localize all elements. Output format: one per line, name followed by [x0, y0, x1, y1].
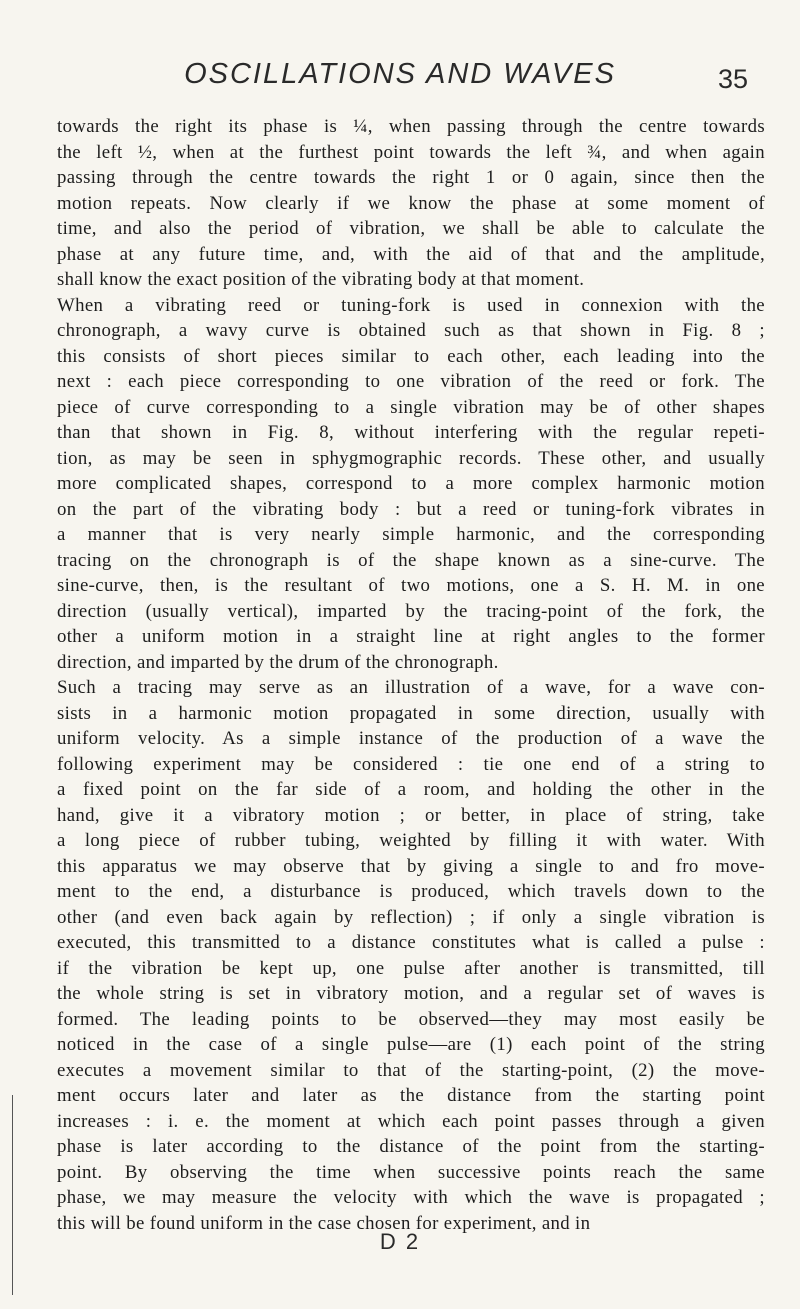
text-line: phase at any future time, and, with the aid of that and the amplitude,: [57, 243, 765, 265]
text-line: chronograph, a wavy curve is obtained such as that shown in Fig. 8 ;: [57, 320, 765, 341]
text-line: this apparatus we may observe that by giving a single to and fro move-: [57, 855, 765, 877]
text-line: if the vibration be kept up, one pulse after another is transmitted, till: [57, 957, 765, 979]
text-line: point. By observing the time when successive points reach the same: [57, 1161, 765, 1183]
text-line: towards the right its phase is ¼, when passing through the centre towards: [57, 116, 765, 137]
text-line: phase is later according to the distance of the point from the starting-: [57, 1136, 765, 1157]
text-line: Such a tracing may serve as an illustration of a wave, for a wave con-: [57, 677, 765, 698]
text-line: on the part of the vibrating body : but a reed or tuning-fork vibrates in: [57, 498, 765, 520]
text-line: executes a movement similar to that of the starting-point, (2) the move-: [57, 1059, 765, 1081]
text-line: a long piece of rubber tubing, weighted by filling it with water. With: [57, 830, 765, 851]
text-line: direction, and imparted by the drum of the chronograph.: [57, 651, 499, 673]
text-line: motion repeats. Now clearly if we know the phase at some moment of: [57, 192, 765, 214]
text-line: passing through the centre towards the right 1 or 0 again, since then the: [57, 167, 765, 188]
text-line: sists in a harmonic motion propagated in some direction, usually with: [57, 702, 765, 724]
binding-edge-mark: [12, 1095, 13, 1295]
text-line: shall know the exact position of the vibrating body at that moment.: [57, 269, 585, 290]
text-line: a fixed point on the far side of a room, and holding the other in the: [57, 779, 765, 800]
text-line: When a vibrating reed or tuning-fork is used in connexion with the: [57, 294, 765, 316]
text-line: ment occurs later and later as the distance from the starting point: [57, 1085, 765, 1106]
text-line: this consists of short pieces similar to each other, each leading into the: [57, 345, 765, 367]
text-line: time, and also the period of vibration, we shall be able to calculate the: [57, 218, 765, 239]
text-line: tracing on the chronograph is of the shape known as a sine-curve. The: [57, 549, 765, 571]
text-line: more complicated shapes, correspond to a more complex harmonic motion: [57, 473, 765, 494]
text-line: than that shown in Fig. 8, without interfering with the regular repeti-: [57, 422, 765, 443]
text-line: ment to the end, a disturbance is produced, which travels down to the: [57, 881, 765, 902]
text-line: hand, give it a vibratory motion ; or better, in place of string, take: [57, 804, 765, 826]
text-line: uniform velocity. As a simple instance of the production of a wave the: [57, 728, 765, 749]
page-number: 35: [717, 64, 748, 94]
running-head: OSCILLATIONS AND WAVES: [184, 58, 616, 90]
text-line: the left ½, when at the furthest point towards the left ¾, and when again: [57, 141, 765, 163]
text-line: sine-curve, then, is the resultant of two motions, one a S. H. M. in one: [57, 575, 765, 596]
text-line: other a uniform motion in a straight line at right angles to the former: [57, 626, 765, 647]
text-line: piece of curve corresponding to a single vibration may be of other shapes: [57, 396, 765, 418]
text-line: formed. The leading points to be observed—they may most easily be: [57, 1008, 765, 1030]
text-line: this will be found uniform in the case chosen for experiment, and in: [57, 1212, 591, 1234]
text-line: tion, as may be seen in sphygmographic records. These other, and usually: [57, 447, 765, 469]
text-line: executed, this transmitted to a distance constitutes what is called a pulse :: [57, 932, 765, 953]
text-line: direction (usually vertical), imparted by the tracing-point of the fork, the: [57, 600, 765, 622]
text-line: a manner that is very nearly simple harmonic, and the corresponding: [57, 524, 765, 545]
body-text: [57, 114, 765, 1236]
text-line: phase, we may measure the velocity with which the wave is propagated ;: [57, 1187, 765, 1208]
page-header: [0, 58, 800, 98]
text-line: next : each piece corresponding to one vibration of the reed or fork. The: [57, 371, 765, 392]
text-line: other (and even back again by reflection) ; if only a single vibration is: [57, 906, 765, 928]
text-line: the whole string is set in vibratory motion, and a regular set of waves is: [57, 983, 765, 1004]
signature-mark: D 2: [379, 1229, 421, 1254]
text-line: following experiment may be considered : tie one end of a string to: [57, 753, 765, 775]
text-line: increases : i. e. the moment at which each point passes through a given: [57, 1110, 765, 1132]
text-line: noticed in the case of a single pulse—are (1) each point of the string: [57, 1034, 765, 1055]
